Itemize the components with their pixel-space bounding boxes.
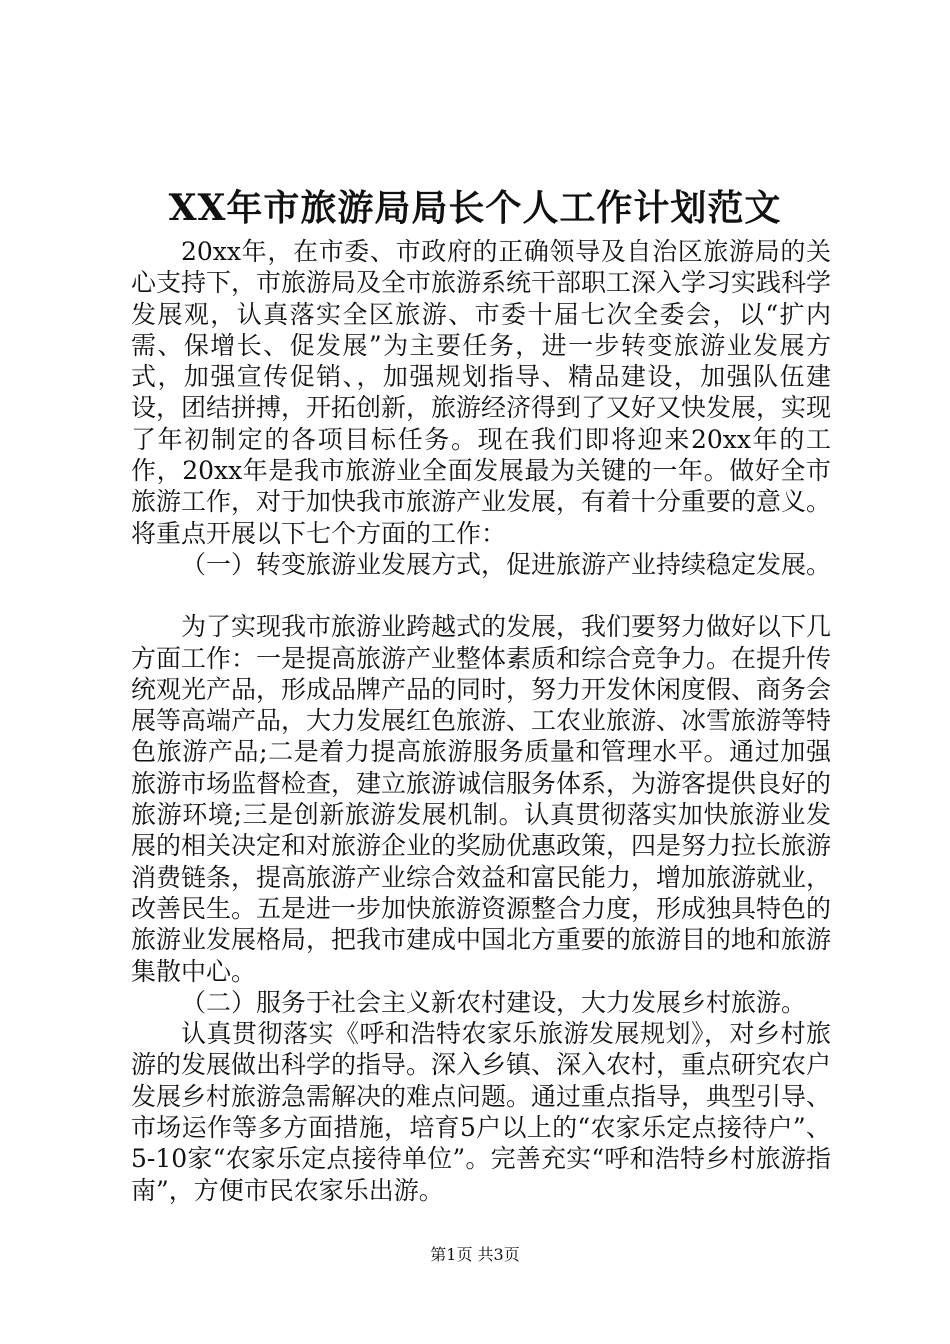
paragraph-intro: 20xx年，在市委、市政府的正确领导及自治区旅游局的关心支持下，市旅游局及全市旅游系统干部职工深入学习实践科学发展观，认真落实全区旅游、市委十届七次全委会，以“扩内需、保增长、促发展”为主要任务，进一步转变旅游业发展方式，加强宣传促销、，加强规划指导、精品建设，加强队伍建设，团结拼搏，开拓创新，旅游经济得到了又好又快发展，实现了年初制定的各项目标任务。现在我们即将迎来20xx年的工作，20xx年是我市旅游业全面发展最为关键的一年。做好全市旅游工作，对于加快我市旅游产业发展，有着十分重要的意义。将重点开展以下七个方面的工作： bbox=[131, 237, 832, 548]
document-body bbox=[131, 236, 831, 1206]
paragraph-section-1: 为了实现我市旅游业跨越式的发展，我们要努力做好以下几方面工作：一是提高旅游产业整体素质和综合竞争力。在提升传统观光产品，形成品牌产品的同时，努力开发休闲度假、商务会展等高端产品，大力发展红色旅游、工农业旅游、冰雪旅游等特色旅游产品;二是着力提高旅游服务质量和管理水平。通过加强旅游市场监督检查，建立旅游诚信服务体系，为游客提供良好的旅游环境;三是创新旅游发展机制。认真贯彻落实加快旅游业发展的相关决定和对旅游企业的奖励优惠政策，四是努力拉长旅游消费链条，提高旅游产业综合效益和富民能力，增加旅游就业，改善民生。五是进一步加快旅游资源整合力度，形成独具特色的旅游业发展格局，把我市建成中国北方重要的旅游目的地和旅游集散中心。 bbox=[131, 612, 832, 986]
blank-line bbox=[131, 580, 831, 611]
section-heading-1: （一）转变旅游业发展方式，促进旅游产业持续稳定发展。 bbox=[181, 549, 832, 579]
paragraph-section-2: 认真贯彻落实《呼和浩特农家乐旅游发展规划》，对乡村旅游的发展做出科学的指导。深入乡镇、深入农村，重点研究农户发展乡村旅游急需解决的难点问题。通过重点指导，典型引导、市场运作等多方面措施，培育5户以上的“农家乐定点接待户”、5-10家“农家乐定点接待单位”。完善充实“呼和浩特乡村旅游指南”，方便市民农家乐出游。 bbox=[131, 1019, 832, 1205]
document-title: XX年市旅游局局长个人工作计划范文 bbox=[168, 187, 782, 229]
section-heading-2: （二）服务于社会主义新农村建设，大力发展乡村旅游。 bbox=[181, 987, 807, 1017]
page-footer: 第1页 共3页 bbox=[430, 1245, 520, 1264]
